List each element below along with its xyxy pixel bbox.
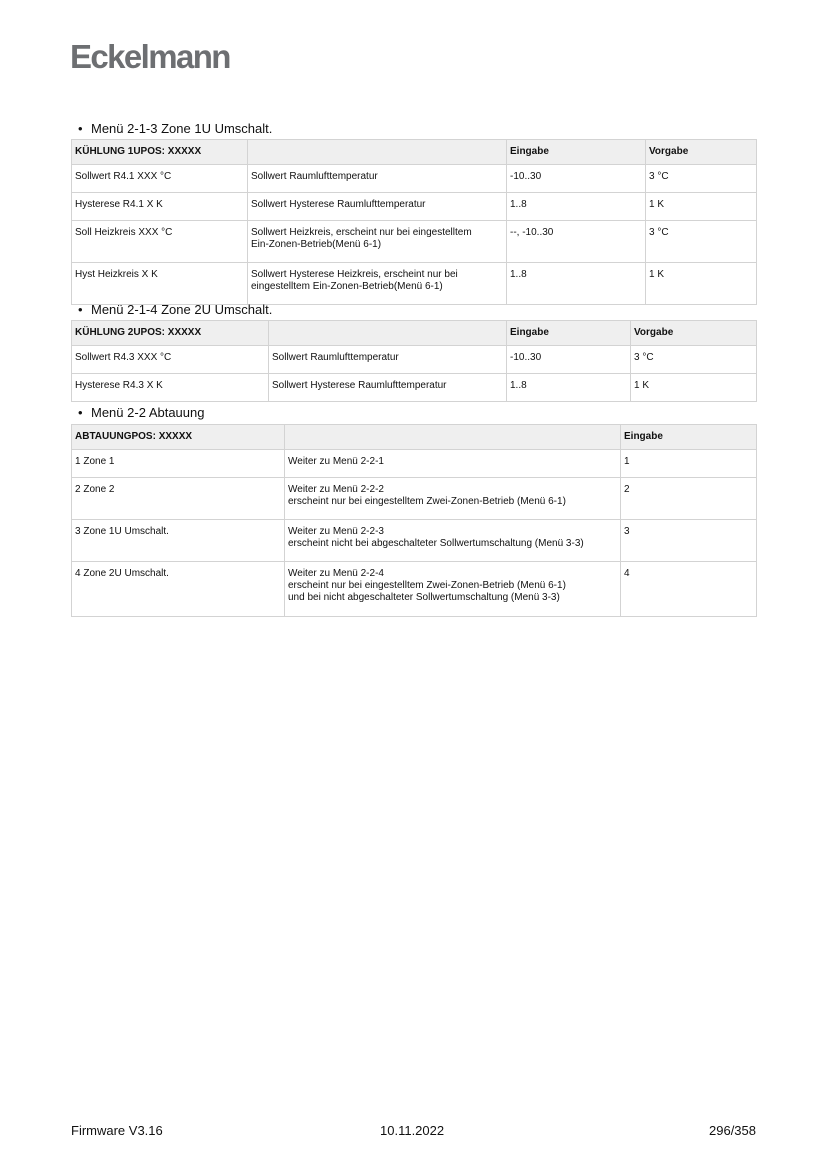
table-row (72, 193, 757, 221)
table-row (72, 562, 757, 617)
section-title-abtauung (78, 405, 204, 421)
section-title-text: Menü 2-1-4 Zone 2U Umschalt. (91, 302, 273, 317)
table-cell: 1 K (646, 263, 757, 305)
table-row (72, 450, 757, 478)
table-cell: Hysterese R4.3 X K (72, 374, 269, 402)
table-cell: 2 (621, 478, 757, 520)
footer-date: 10.11.2022 (380, 1123, 445, 1138)
table-cell: 4 Zone 2U Umschalt. (72, 562, 285, 617)
table-cell: 1..8 (507, 374, 631, 402)
table-cell: Hyst Heizkreis X K (72, 263, 248, 305)
bullet-icon: • (78, 302, 83, 317)
header-cell (248, 140, 507, 165)
footer-firmware: Firmware V3.16 (71, 1123, 163, 1138)
table-abtauung (71, 424, 757, 617)
bullet-icon: • (78, 405, 83, 420)
table-cell: Weiter zu Menü 2-2-1 (285, 450, 621, 478)
table-cell: Weiter zu Menü 2-2-2 erscheint nur bei eingestelltem Zwei-Zonen-Betrieb (Menü 6-1) (285, 478, 621, 520)
section-title-zone-1u (78, 121, 272, 137)
eckelmann-logo: Eckelmann (70, 38, 230, 75)
table-cell: 3 °C (646, 165, 757, 193)
header-cell: Vorgabe (631, 321, 757, 346)
table-cell: 1 K (631, 374, 757, 402)
table-header-row (72, 140, 757, 165)
table-cell: 3 °C (631, 346, 757, 374)
table-row (72, 165, 757, 193)
table-row (72, 478, 757, 520)
table-cell: 1..8 (507, 193, 646, 221)
table-cell: 1..8 (507, 263, 646, 305)
table-cell: Weiter zu Menü 2-2-4 erscheint nur bei eingestelltem Zwei-Zonen-Betrieb (Menü 6-1) und bei nicht abgeschalteter Sollwertumschaltung (Menü 3-3) (285, 562, 621, 617)
table-cell: Sollwert R4.1 XXX °C (72, 165, 248, 193)
footer-page-number: 296/358 (709, 1123, 756, 1138)
table-cell: 1 K (646, 193, 757, 221)
header-cell: ABTAUUNGPOS: XXXXX (72, 425, 285, 450)
header-cell: Eingabe (507, 140, 646, 165)
bullet-icon: • (78, 121, 83, 136)
table-cell: Soll Heizkreis XXX °C (72, 221, 248, 263)
table-cell: Sollwert Raumlufttemperatur (269, 346, 507, 374)
table-cell: Sollwert Raumlufttemperatur (248, 165, 507, 193)
section-title-zone-2u (78, 302, 272, 318)
table-kuehlung-2u (71, 320, 757, 402)
table-cell: Sollwert R4.3 XXX °C (72, 346, 269, 374)
table-row (72, 346, 757, 374)
table-row (72, 263, 757, 305)
table-cell: 3 (621, 520, 757, 562)
table-cell: -10..30 (507, 346, 631, 374)
table-kuehlung-1u (71, 139, 757, 305)
header-cell: Vorgabe (646, 140, 757, 165)
table-cell: Sollwert Hysterese Raumlufttemperatur (269, 374, 507, 402)
table-header-row (72, 425, 757, 450)
table-cell: -10..30 (507, 165, 646, 193)
table-row (72, 374, 757, 402)
section-title-text: Menü 2-2 Abtauung (91, 405, 205, 420)
header-cell: KÜHLUNG 2UPOS: XXXXX (72, 321, 269, 346)
header-cell (285, 425, 621, 450)
table-cell: 4 (621, 562, 757, 617)
header-cell (269, 321, 507, 346)
header-cell: KÜHLUNG 1UPOS: XXXXX (72, 140, 248, 165)
table-cell: Weiter zu Menü 2-2-3 erscheint nicht bei abgeschalteter Sollwertumschaltung (Menü 3-3) (285, 520, 621, 562)
table-row (72, 221, 757, 263)
table-cell: Sollwert Hysterese Heizkreis, erscheint nur bei eingestelltem Ein-Zonen-Betrieb(Menü 6-1) (248, 263, 507, 305)
table-cell: 3 °C (646, 221, 757, 263)
table-cell: Hysterese R4.1 X K (72, 193, 248, 221)
table-cell: --, -10..30 (507, 221, 646, 263)
table-cell: 1 (621, 450, 757, 478)
table-header-row (72, 321, 757, 346)
section-title-text: Menü 2-1-3 Zone 1U Umschalt. (91, 121, 273, 136)
header-cell: Eingabe (507, 321, 631, 346)
header-cell: Eingabe (621, 425, 757, 450)
table-cell: 3 Zone 1U Umschalt. (72, 520, 285, 562)
table-cell: 2 Zone 2 (72, 478, 285, 520)
table-row (72, 520, 757, 562)
table-cell: Sollwert Hysterese Raumlufttemperatur (248, 193, 507, 221)
table-cell: Sollwert Heizkreis, erscheint nur bei eingestelltem Ein-Zonen-Betrieb(Menü 6-1) (248, 221, 507, 263)
table-cell: 1 Zone 1 (72, 450, 285, 478)
